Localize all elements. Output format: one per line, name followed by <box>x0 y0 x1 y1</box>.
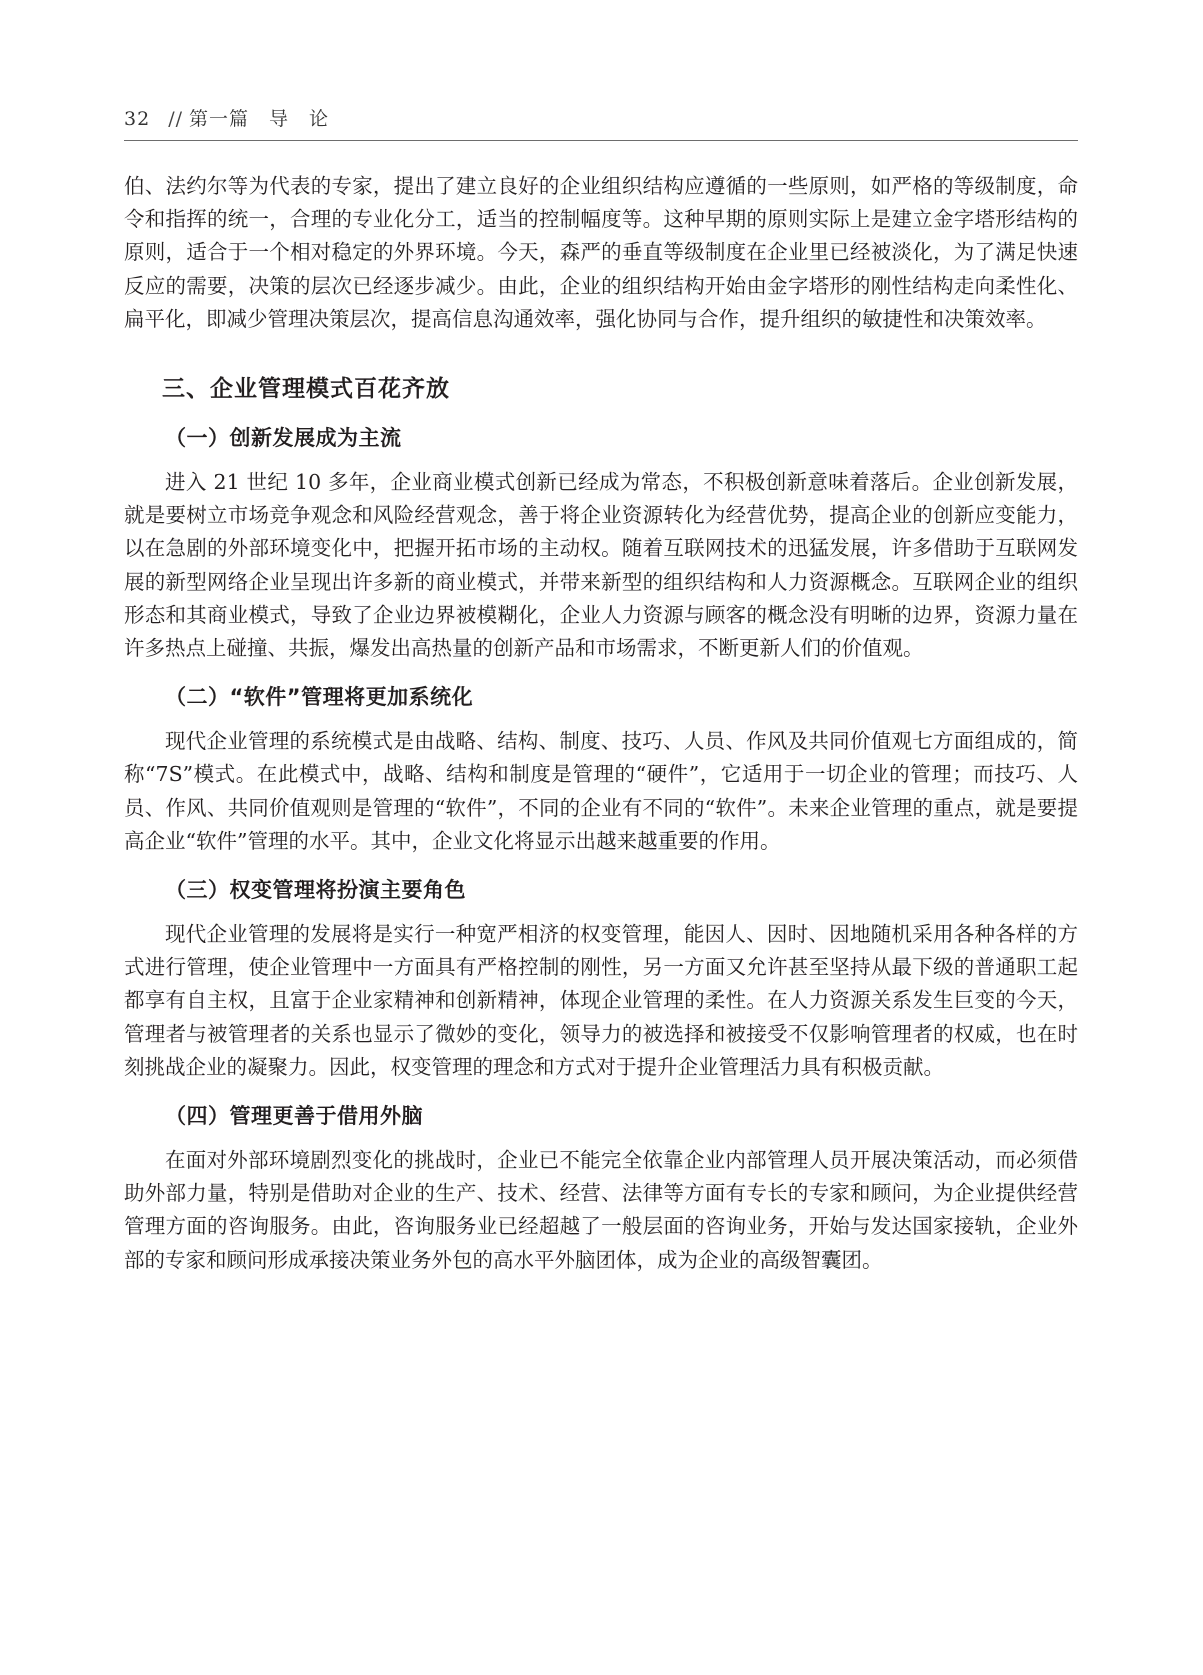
section-heading: 三、企业管理模式百花齐放 <box>162 376 450 403</box>
intro-paragraph: 伯、法约尔等为代表的专家，提出了建立良好的企业组织结构应遵循的一些原则，如严格的等级制度，命令和指挥的统一，合理的专业化分工，适当的控制幅度等。这种早期的原则实际上是建立金字塔形结构的原则，适合于一个相对稳定的外界环境。今天，森严的垂直等级制度在企业里已经被淡化，为了满足快速反应的需要，决策的层次已经逐步减少。由此，企业的组织结构开始由金字塔形的刚性结构走向柔性化、扁平化，即减少管理决策层次，提高信息沟通效率，强化协同与合作，提升组织的敏捷性和决策效率。 <box>124 174 1078 331</box>
subsection-paragraph-4: 在面对外部环境剧烈变化的挑战时，企业已不能完全依靠企业内部管理人员开展决策活动，而必须借助外部力量，特别是借助对企业的生产、技术、经营、法律等方面有专长的专家和顾问，为企业提供经营管理方面的咨询服务。由此，咨询服务业已经超越了一般层面的咨询业务，开始与发达国家接轨，企业外部的专家和顾问形成承接决策业务外包的高水平外脑团体，成为企业的高级智囊团。 <box>124 1148 1078 1272</box>
page-body <box>124 170 1078 1277</box>
running-header <box>124 104 1078 141</box>
subsection-paragraph-1: 进入 21 世纪 10 多年，企业商业模式创新已经成为常态，不积极创新意味着落后。企业创新发展，就是要树立市场竞争观念和风险经营观念，善于将企业资源转化为经营优势，提高企业的创新应变能力，以在急剧的外部环境变化中，把握开拓市场的主动权。随着互联网技术的迅猛发展，许多借助于互联网发展的新型网络企业呈现出许多新的商业模式，并带来新型的组织结构和人力资源概念。互联网企业的组织形态和其商业模式，导致了企业边界被模糊化，企业人力资源与顾客的概念没有明晰的边界，资源力量在许多热点上碰撞、共振，爆发出高热量的创新产品和市场需求，不断更新人们的价值观。 <box>124 470 1078 661</box>
subsection-paragraph-3: 现代企业管理的发展将是实行一种宽严相济的权变管理，能因人、因时、因地随机采用各种各样的方式进行管理，使企业管理中一方面具有严格控制的刚性，另一方面又允许甚至坚持从最下级的普通职工起都享有自主权，且富于企业家精神和创新精神，体现企业管理的柔性。在人力资源关系发生巨变的今天，管理者与被管理者的关系也显示了微妙的变化，领导力的被选择和被接受不仅影响管理者的权威，也在时刻挑战企业的凝聚力。因此，权变管理的理念和方式对于提升企业管理活力具有积极贡献。 <box>124 922 1078 1079</box>
subsection-heading-2: （二）“软件”管理将更加系统化 <box>165 685 474 710</box>
subsection-heading-4: （四）管理更善于借用外脑 <box>165 1104 423 1129</box>
header-separator: // <box>168 108 183 130</box>
chapter-title: 第一篇 导 论 <box>189 108 330 130</box>
subsection-heading-3: （三）权变管理将扮演主要角色 <box>165 878 466 903</box>
subsection-heading-1: （一）创新发展成为主流 <box>165 426 402 451</box>
page-number: 32 <box>124 108 151 130</box>
subsection-paragraph-2: 现代企业管理的系统模式是由战略、结构、制度、技巧、人员、作风及共同价值观七方面组成的，简称“7S”模式。在此模式中，战略、结构和制度是管理的“硬件”，它适用于一切企业的管理；而技巧、人员、作风、共同价值观则是管理的“软件”，不同的企业有不同的“软件”。未来企业管理的重点，就是要提高企业“软件”管理的水平。其中，企业文化将显示出越来越重要的作用。 <box>124 729 1078 853</box>
